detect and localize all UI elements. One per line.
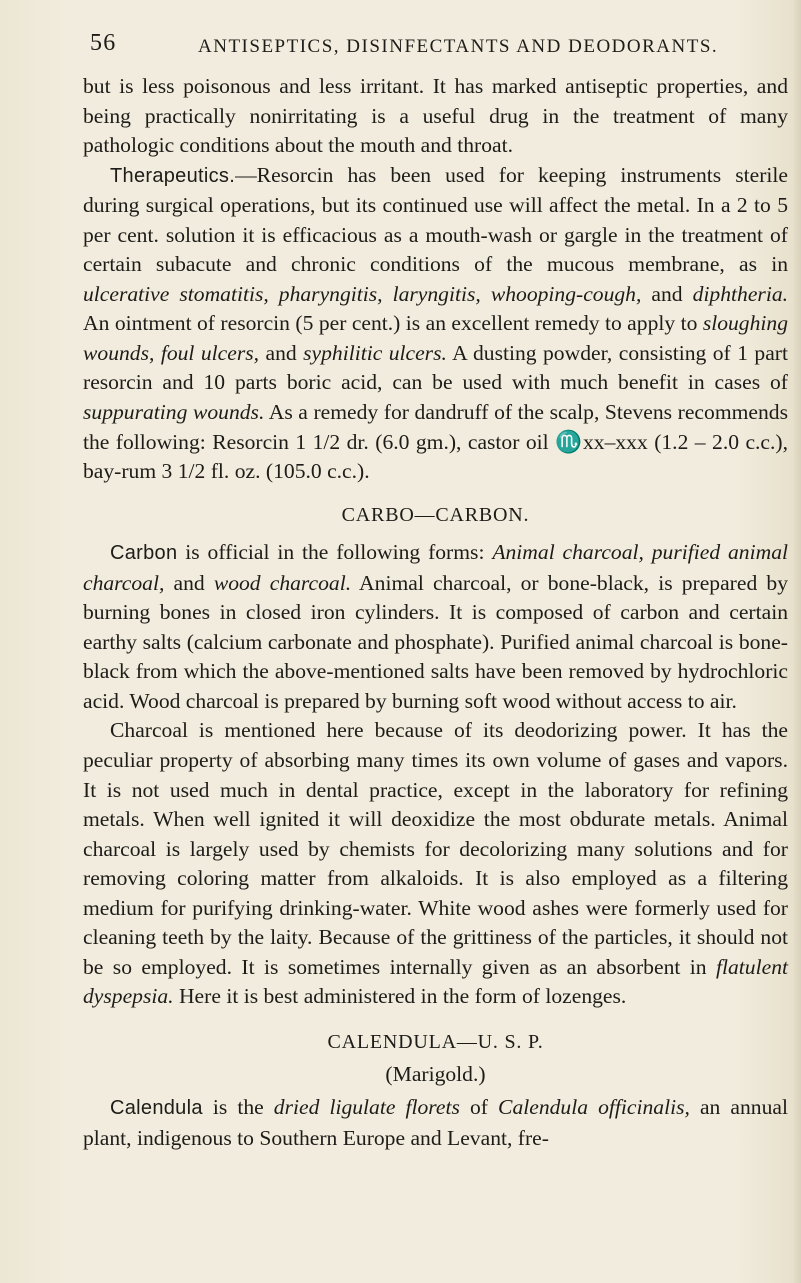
paragraph-charcoal xyxy=(83,716,788,1011)
text-run: Here it is best administered in the form of lozenges. xyxy=(173,984,627,1009)
running-head: ANTISEPTICS, DISINFECTANTS AND DEODORANTS. xyxy=(198,36,719,57)
run-in-heading: Calendula xyxy=(110,1097,203,1120)
italic-run: diphtheria. xyxy=(692,281,789,306)
page-edge xyxy=(794,0,801,1283)
text-run: —Resorcin has been used for keeping instruments sterile during surgical operations, but its continued use will affect the metal. In a 2 to 5 per cent. solution it is efficacious as a mouth-wash or gargle in the treatment of certain subacute and chronic conditions of the mucous membrane, as in xyxy=(83,162,788,277)
run-in-heading: Therapeutics. xyxy=(110,164,236,187)
text-run: is the xyxy=(202,1095,274,1120)
page-header xyxy=(90,22,780,62)
text-run: and xyxy=(259,340,304,365)
text-run: An ointment of resorcin (5 per cent.) is an excellent remedy to apply to xyxy=(83,311,703,336)
paragraph-therapeutics xyxy=(83,161,788,487)
paragraph-resorcin-continued: but is less poisonous and less irritant. It has marked antiseptic properties, and being practically nonirritating is a useful drug in the treatment of many pathologic conditions about the mouth and throat. xyxy=(83,74,788,158)
paragraph-carbon-forms xyxy=(83,538,788,716)
italic-run: sloughing wounds, foul ulcers, xyxy=(83,311,788,365)
text-run: Charcoal is mentioned here because of its deodorizing power. It has the peculiar property of absorbing many times its own volume of gases and vapors. It is not used much in dental practice, except in the laboratory for refining metals. When well ignited it will deoxidize the most obdurate metals. Animal charcoal is largely used by chemists for decolorizing many solutions and for removing coloring matter from alkaloids. It is also employed as a filtering medium for purifying drinking-water. White wood ashes were formerly used for cleaning teeth by the laity. Because of the grittiness of the particles, it should not be so employed. It is sometimes internally given as an absorbent in xyxy=(83,718,788,979)
run-in-heading: Carbon xyxy=(110,542,178,565)
text-run: and xyxy=(164,570,214,595)
italic-run: Calendula officinalis, xyxy=(498,1095,690,1120)
italic-run: suppurating wounds. xyxy=(83,400,265,425)
text-run: and xyxy=(641,281,693,306)
paragraph-calendula xyxy=(83,1093,788,1153)
italic-run: flatulent dyspepsia. xyxy=(83,954,788,1009)
italic-run: Animal charcoal, purified animal charcoal, xyxy=(83,540,788,595)
italic-run: ulcerative stomatitis, pharyngitis, laryngitis, whooping-cough, xyxy=(83,281,642,306)
section-heading-carbo: CARBO—CARBON. xyxy=(341,503,530,526)
text-run: of xyxy=(459,1095,499,1120)
text-run: is official in the following forms: xyxy=(177,540,493,565)
text-run: As a remedy for dandruff of the scalp, Stevens recommends the following: Resorcin 1 1/2 dr. (6.0 gm.), castor oil ♏xx–xxx (1.2 – 2.0 c.c.), bay-rum 3 1/2 fl. oz. (105.0 c.c.). xyxy=(83,400,788,484)
section-heading-calendula: CALENDULA—U. S. P. xyxy=(327,1030,544,1053)
text-run: A dusting powder, consisting of 1 part resorcin and 10 parts boric acid, can be used with much benefit in cases of xyxy=(83,340,788,395)
italic-run: wood charcoal. xyxy=(213,570,352,595)
italic-run: dried ligulate florets xyxy=(273,1095,460,1120)
text-run: an annual plant, indigenous to Southern Europe and Levant, fre- xyxy=(83,1095,788,1150)
body-text xyxy=(83,72,788,1153)
page-number: 56 xyxy=(90,30,117,56)
section-subheading-marigold: (Marigold.) xyxy=(385,1061,486,1086)
italic-run: syphilitic ulcers. xyxy=(303,340,447,365)
text-run: Animal charcoal, or bone-black, is prepared by burning bones in closed iron cylinders. It is composed of carbon and certain earthy salts (calcium carbonate and phosphate). Purified animal charcoal is bone-black from which the above-mentioned salts have been removed by hydrochloric acid. Wood charcoal is prepared by burning soft wood without access to air. xyxy=(83,570,788,713)
